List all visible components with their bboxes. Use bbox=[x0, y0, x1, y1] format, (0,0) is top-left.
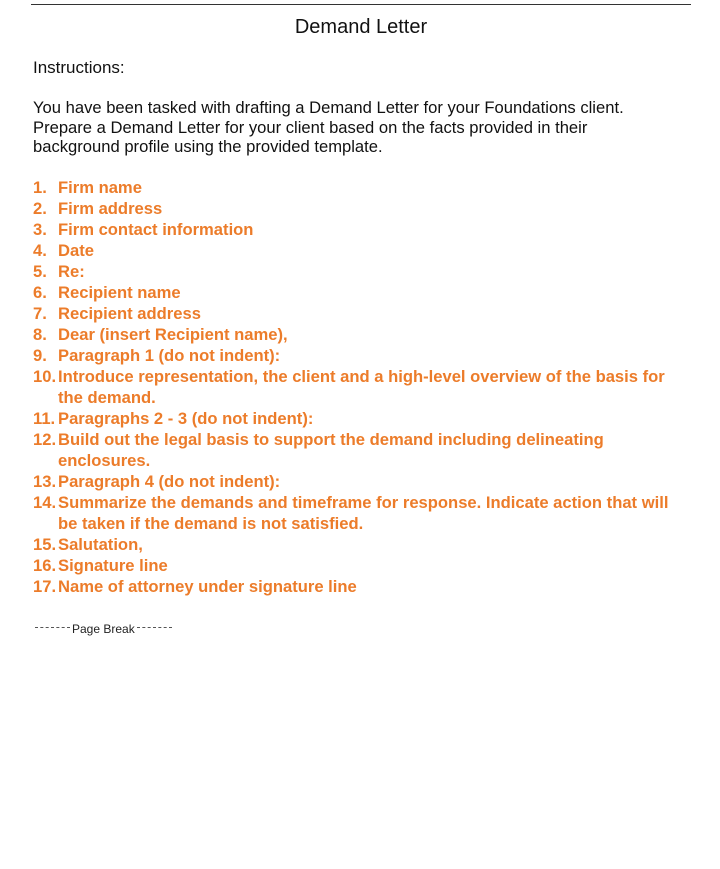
list-item-number: 9. bbox=[33, 346, 47, 365]
list-item bbox=[33, 471, 683, 492]
list-item-text: Signature line bbox=[58, 556, 168, 575]
list-item-number: 3. bbox=[33, 220, 47, 239]
list-item-text: Recipient name bbox=[58, 283, 181, 302]
list-item-number: 2. bbox=[33, 199, 47, 218]
list-item-text: Salutation, bbox=[58, 535, 143, 554]
list-item bbox=[33, 429, 683, 471]
list-item-text: Firm address bbox=[58, 199, 163, 218]
instructions-paragraph: You have been tasked with drafting a Demand Letter for your Foundations client. Prepare a Demand Letter for your client based on the facts provided in their background profile using the provided template. bbox=[33, 98, 624, 156]
list-item bbox=[33, 408, 683, 429]
list-item-text: Firm contact information bbox=[58, 220, 254, 239]
list-item-number: 4. bbox=[33, 241, 47, 260]
list-item-number: 6. bbox=[33, 283, 47, 302]
list-item-text: Paragraph 4 (do not indent): bbox=[58, 472, 281, 491]
list-item-text: Paragraphs 2 - 3 (do not indent): bbox=[58, 409, 314, 428]
document-title: Demand Letter bbox=[294, 16, 428, 38]
list-item bbox=[33, 198, 683, 219]
page-break-label: Page Break bbox=[72, 622, 135, 636]
template-steps-list bbox=[33, 177, 683, 597]
list-item bbox=[33, 177, 683, 198]
list-item bbox=[33, 534, 683, 555]
list-item-number: 10. bbox=[33, 367, 57, 386]
list-item-number: 5. bbox=[33, 262, 47, 281]
list-item bbox=[33, 324, 683, 345]
list-item-text: Date bbox=[58, 241, 94, 260]
list-item-text: Summarize the demands and timeframe for response. Indicate action that will be taken if the demand is not satisfied. bbox=[58, 493, 669, 533]
list-item-text: Name of attorney under signature line bbox=[58, 577, 357, 596]
page-break-marker bbox=[33, 621, 174, 637]
page-break-dash-right bbox=[137, 627, 172, 628]
list-item-number: 14. bbox=[33, 493, 57, 512]
list-item bbox=[33, 303, 683, 324]
list-item bbox=[33, 492, 683, 534]
list-item-text: Introduce representation, the client and a high-level overview of the basis for the demand. bbox=[58, 367, 665, 407]
list-item-number: 13. bbox=[33, 472, 57, 491]
list-item bbox=[33, 261, 683, 282]
list-item-text: Paragraph 1 (do not indent): bbox=[58, 346, 281, 365]
list-item-number: 15. bbox=[33, 535, 57, 554]
top-divider bbox=[31, 4, 691, 5]
list-item-text: Dear (insert Recipient name), bbox=[58, 325, 288, 344]
page-break-dash-left bbox=[35, 627, 70, 628]
list-item bbox=[33, 576, 683, 597]
list-item-number: 11. bbox=[33, 409, 56, 428]
list-item-number: 8. bbox=[33, 325, 47, 344]
list-item bbox=[33, 555, 683, 576]
list-item-number: 16. bbox=[33, 556, 57, 575]
list-item bbox=[33, 366, 683, 408]
list-item bbox=[33, 219, 683, 240]
list-item-text: Recipient address bbox=[58, 304, 201, 323]
instructions-label: Instructions: bbox=[33, 58, 125, 77]
list-item-number: 17. bbox=[33, 577, 57, 596]
list-item-text: Build out the legal basis to support the demand including delineating enclosures. bbox=[58, 430, 604, 470]
list-item-number: 1. bbox=[33, 178, 47, 197]
list-item-number: 12. bbox=[33, 430, 57, 449]
list-item bbox=[33, 345, 683, 366]
list-item-text: Firm name bbox=[58, 178, 142, 197]
list-item bbox=[33, 240, 683, 261]
list-item bbox=[33, 282, 683, 303]
list-item-number: 7. bbox=[33, 304, 47, 323]
list-item-text: Re: bbox=[58, 262, 85, 281]
